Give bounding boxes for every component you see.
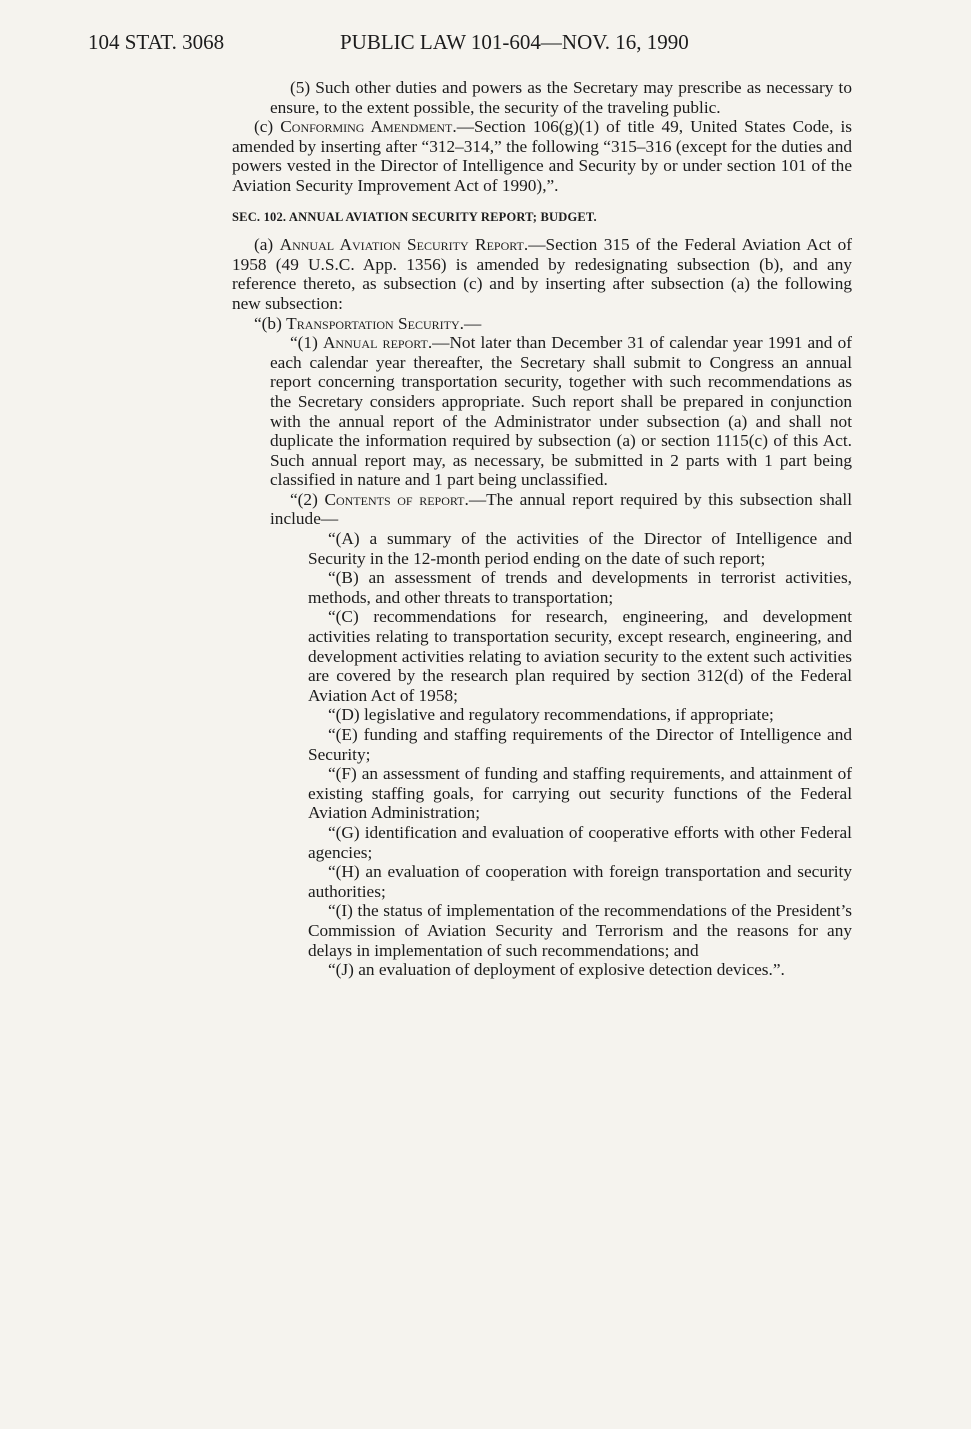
paragraph-block-1-2 [232, 333, 852, 529]
paragraph-2 [270, 490, 852, 529]
paragraph-1-heading: Annual report. [322, 333, 433, 353]
subparagraph-i: “(I) the status of implementation of the recommendations of the President’s Commission of Aviation Security and Terrorism and the reasons for any delays in implementation of such recommendations; and [308, 901, 852, 960]
subparagraph-b: “(B) an assessment of trends and developments in terrorist activities, methods, and other threats to transportation; [308, 568, 852, 607]
subsection-a [232, 235, 852, 313]
subsection-b [232, 314, 852, 334]
subparagraph-d: “(D) legislative and regulatory recommendations, if appropriate; [328, 705, 774, 725]
paragraph-1-text: —Not later than December 31 of calendar year 1991 and of each calendar year thereafter, the Secretary shall submit to Congress an annual report concerning transportation security, together with such recommendations as the Secretary considers appropriate. Such report shall be prepared in conjunction with the annual report of the Administrator under subsection (a) and shall not duplicate the information required by subsection (a) or section 1115(c) of this Act. Such annual report may, as necessary, be submitted in 2 parts with 1 part being classified in nature and 1 part being unclassified. [270, 333, 852, 490]
subparagraph-h: “(H) an evaluation of cooperation with foreign transportation and security authorities; [308, 862, 852, 901]
section-102-heading: SEC. 102. ANNUAL AVIATION SECURITY REPORT; BUDGET. [232, 209, 597, 224]
paragraph-2-text: —The annual report required by this subsection shall include— [270, 489, 852, 529]
subparagraph-j: “(J) an evaluation of deployment of explosive detection devices.”. [328, 960, 785, 980]
paragraph-2-label: “(2) [290, 489, 325, 509]
subparagraph-a: “(A) a summary of the activities of the Director of Intelligence and Security in the 12-month period ending on the date of such report; [308, 529, 852, 568]
paragraph-2-heading: Contents of report. [324, 489, 469, 509]
subsection-b-heading: Transportation Security. [286, 313, 464, 333]
subsection-c-text: —Section 106(g)(1) of title 49, United States Code, is amended by inserting after “312–314,” the following “315–316 (except for the duties and powers vested in the Director of Intelligence and Security by or under section 101 of the Aviation Security Improvement Act of 1990),”. [232, 117, 852, 195]
paragraph-block-5 [232, 78, 852, 117]
paragraph-1 [270, 333, 852, 490]
subparagraph-c: “(C) recommendations for research, engineering, and development activities relating to transportation security, except research, engineering, and development activities relating to aviation security to the extent such activities are covered by the research plan required by section 312(d) of the Federal Aviation Act of 1958; [308, 607, 852, 705]
page-header [88, 30, 868, 60]
stat-page-number: 104 STAT. 3068 [88, 30, 225, 54]
subparagraph-f: “(F) an assessment of funding and staffing requirements, and attainment of existing staffing goals, for carrying out security functions of the Federal Aviation Administration; [308, 764, 852, 823]
subparagraph-block [232, 529, 852, 980]
public-law-title: PUBLIC LAW 101-604—NOV. 16, 1990 [340, 30, 689, 54]
subsection-c-heading: Conforming Amendment. [280, 117, 457, 137]
paragraph-5: (5) Such other duties and powers as the Secretary may prescribe as necessary to ensure, to the extent possible, the security of the traveling public. [270, 78, 852, 117]
subsection-b-label: “(b) [254, 313, 287, 333]
subsection-a-text: —Section 315 of the Federal Aviation Act of 1958 (49 U.S.C. App. 1356) is amended by redesignating subsection (b), and any reference thereto, as subsection (c) and by inserting after subsection (a) the following new subsection: [232, 235, 852, 313]
paragraph-1-label: “(1) [290, 333, 323, 353]
document-body [232, 78, 852, 980]
subsection-c [232, 117, 852, 195]
subsection-c-label: (c) [254, 117, 281, 137]
subsection-a-heading: Annual Aviation Security Report. [279, 235, 529, 255]
subsection-a-label: (a) [254, 235, 280, 255]
subsection-b-dash: — [463, 313, 482, 333]
subparagraph-g: “(G) identification and evaluation of cooperative efforts with other Federal agencies; [308, 822, 852, 862]
subparagraph-e: “(E) funding and staffing requirements of the Director of Intelligence and Security; [308, 725, 852, 764]
